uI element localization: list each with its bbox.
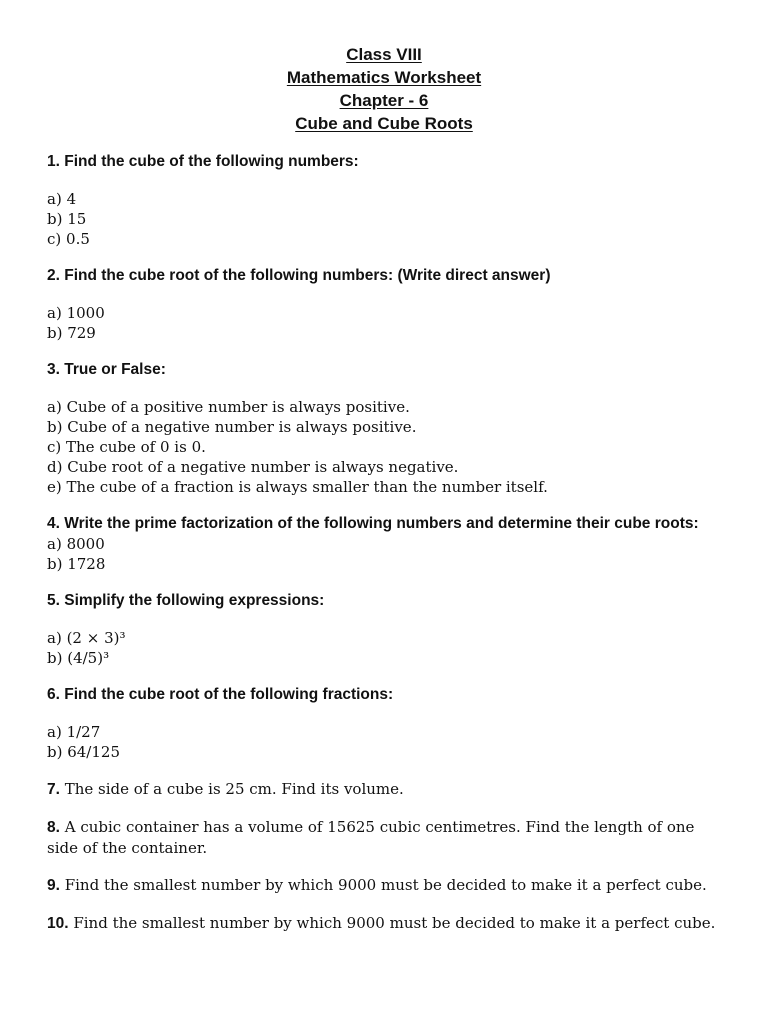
question-6-option-b: b) 64/125 [47,743,120,761]
worksheet-header [0,43,768,135]
question-1 [47,152,727,249]
question-3-option-e: e) The cube of a fraction is always smaller than the number itself. [47,478,548,496]
question-7-number: 7. [47,781,60,798]
question-2-option-b: b) 729 [47,324,96,342]
question-10 [47,913,727,934]
question-6-title: 6. Find the cube root of the following fractions: [47,686,394,703]
topic-title: Cube and Cube Roots [295,114,473,133]
question-6 [47,685,727,762]
question-1-title: 1. Find the cube of the following numbers: [47,153,359,170]
question-7-text: The side of a cube is 25 cm. Find its volume. [64,780,404,798]
question-2-title: 2. Find the cube root of the following numbers: (Write direct answer) [47,267,551,284]
question-5-option-b: b) (4/5)³ [47,649,110,667]
question-1-option-c: c) 0.5 [47,230,90,248]
question-8-number: 8. [47,819,60,836]
question-4-option-a: a) 8000 [47,535,105,553]
question-2 [47,266,727,343]
question-4-title: 4. Write the prime factorization of the following numbers and determine their cube roots: [47,515,699,532]
question-3 [47,360,727,497]
question-1-option-b: b) 15 [47,210,87,228]
question-5-title: 5. Simplify the following expressions: [47,592,325,609]
question-3-option-b: b) Cube of a negative number is always positive. [47,418,417,436]
chapter-title: Chapter - 6 [339,91,429,110]
question-3-title: 3. True or False: [47,361,166,378]
question-3-option-d: d) Cube root of a negative number is always negative. [47,458,459,476]
question-5-option-a: a) (2 × 3)³ [47,629,126,647]
question-6-option-a: a) 1/27 [47,723,101,741]
question-10-number: 10. [47,915,69,932]
question-3-option-a: a) Cube of a positive number is always positive. [47,398,410,416]
question-4-option-b: b) 1728 [47,555,106,573]
class-title: Class VIII [346,45,422,64]
question-9 [47,875,727,896]
question-1-option-a: a) 4 [47,190,77,208]
question-2-option-a: a) 1000 [47,304,105,322]
question-5 [47,591,727,668]
worksheet-content [47,152,727,934]
question-9-number: 9. [47,877,60,894]
question-8 [47,817,727,858]
question-4 [47,514,727,574]
question-8-text: A cubic container has a volume of 15625 cubic centimetres. Find the length of one side of the container. [47,818,695,857]
question-3-option-c: c) The cube of 0 is 0. [47,438,206,456]
subject-title: Mathematics Worksheet [286,68,482,87]
question-7 [47,779,727,800]
question-10-text: Find the smallest number by which 9000 must be decided to make it a perfect cube. [73,914,716,932]
question-9-text: Find the smallest number by which 9000 must be decided to make it a perfect cube. [64,876,707,894]
